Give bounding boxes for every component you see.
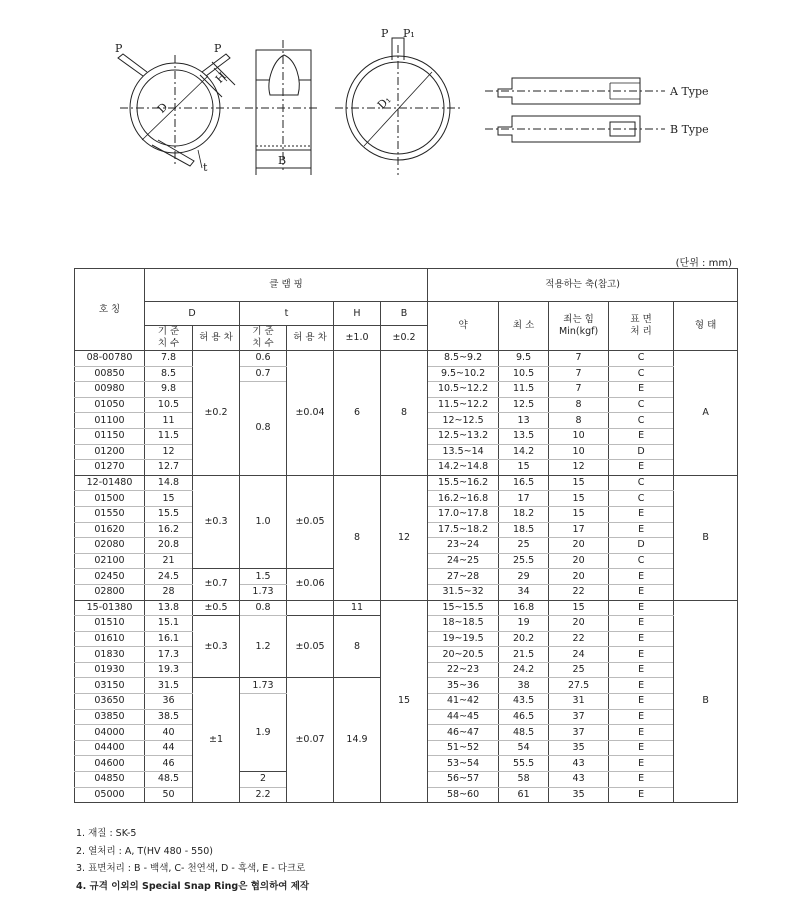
force-cell: 43	[549, 756, 609, 772]
t-tol-cell: ±0.05	[287, 475, 334, 569]
d-cell: 16.1	[145, 631, 193, 647]
d-cell: 14.8	[145, 475, 193, 491]
min-cell: 19	[499, 616, 549, 632]
min-cell: 48.5	[499, 725, 549, 741]
t-tol-cell: ±0.07	[287, 678, 334, 803]
force-cell: 7	[549, 351, 609, 367]
notes	[76, 825, 309, 895]
surface-cell: E	[609, 382, 674, 398]
surface-cell: E	[609, 709, 674, 725]
t-cell: 1.73	[240, 584, 287, 600]
surface-cell: E	[609, 506, 674, 522]
code-cell: 01510	[75, 616, 145, 632]
force-cell: 35	[549, 787, 609, 803]
min-cell: 58	[499, 772, 549, 788]
b-cell: 12	[381, 475, 428, 600]
header-h-tol: ±1.0	[334, 326, 381, 351]
h-cell: 14.9	[334, 678, 381, 803]
h-cell: 11	[334, 600, 381, 616]
t-cell: 0.8	[240, 382, 287, 476]
min-cell: 10.5	[499, 366, 549, 382]
surface-cell: E	[609, 584, 674, 600]
t-tol-cell: ±0.04	[287, 351, 334, 476]
d-cell: 21	[145, 553, 193, 569]
approx-cell: 8.5~9.2	[428, 351, 499, 367]
surface-cell: C	[609, 491, 674, 507]
note-special-order: 4. 규격 이외의 Special Snap Ring은 협의하여 제작	[76, 880, 310, 892]
surface-cell: E	[609, 787, 674, 803]
approx-cell: 27~28	[428, 569, 499, 585]
code-cell: 03150	[75, 678, 145, 694]
approx-cell: 19~19.5	[428, 631, 499, 647]
header-t-tolerance: 허 용 차	[287, 326, 334, 351]
b-cell: 8	[381, 351, 428, 476]
min-cell: 18.5	[499, 522, 549, 538]
h-cell: 6	[334, 351, 381, 476]
min-cell: 54	[499, 740, 549, 756]
header-shaft: 적용하는 축(참고)	[428, 269, 738, 302]
force-cell: 12	[549, 460, 609, 476]
surface-cell: C	[609, 366, 674, 382]
table-row	[75, 600, 738, 616]
header-minimum: 최 소	[499, 302, 549, 351]
t-cell: 2	[240, 772, 287, 788]
d-cell: 12.7	[145, 460, 193, 476]
force-cell: 10	[549, 444, 609, 460]
force-cell: 37	[549, 709, 609, 725]
h-cell: 8	[334, 616, 381, 678]
d-tol-cell: ±1	[193, 678, 240, 803]
d-cell: 44	[145, 740, 193, 756]
surface-cell: E	[609, 569, 674, 585]
t-tol-cell: ±0.05	[287, 616, 334, 678]
code-cell: 01830	[75, 647, 145, 663]
approx-cell: 11.5~12.2	[428, 397, 499, 413]
note-heat-treatment: 2. 열처리 : A, T(HV 480 - 550)	[76, 845, 214, 857]
t-tol-cell	[287, 600, 334, 616]
code-cell: 01270	[75, 460, 145, 476]
d-tol-cell: ±0.5	[193, 600, 240, 616]
min-cell: 11.5	[499, 382, 549, 398]
approx-cell: 16.2~16.8	[428, 491, 499, 507]
spec-table	[74, 268, 738, 803]
approx-cell: 46~47	[428, 725, 499, 741]
header-d-tolerance: 허 용 차	[193, 326, 240, 351]
note-surface-treatment: 3. 표면처리 : B - 백색, C- 천연색, D - 흑색, E - 다크로	[76, 863, 306, 874]
approx-cell: 13.5~14	[428, 444, 499, 460]
d-tol-cell: ±0.3	[193, 616, 240, 678]
surface-cell: C	[609, 413, 674, 429]
code-cell: 00850	[75, 366, 145, 382]
code-cell: 04850	[75, 772, 145, 788]
min-cell: 38	[499, 678, 549, 694]
approx-cell: 10.5~12.2	[428, 382, 499, 398]
header-h: H	[334, 302, 381, 326]
d-tol-cell: ±0.7	[193, 569, 240, 600]
force-cell: 15	[549, 506, 609, 522]
label-p1: P₁	[403, 27, 415, 40]
code-cell: 02080	[75, 538, 145, 554]
min-cell: 16.8	[499, 600, 549, 616]
force-cell: 17	[549, 522, 609, 538]
approx-cell: 15~15.5	[428, 600, 499, 616]
surface-cell: C	[609, 475, 674, 491]
force-cell: 43	[549, 772, 609, 788]
ring-view	[335, 38, 462, 175]
d-cell: 38.5	[145, 709, 193, 725]
header-t-nominal: 기 준 치 수	[240, 326, 287, 351]
approx-cell: 51~52	[428, 740, 499, 756]
approx-cell: 22~23	[428, 662, 499, 678]
t-cell: 0.8	[240, 600, 287, 616]
code-cell: 03650	[75, 694, 145, 710]
force-cell: 24	[549, 647, 609, 663]
label-b-type: B Type	[670, 123, 709, 136]
d-cell: 28	[145, 584, 193, 600]
force-cell: 22	[549, 584, 609, 600]
code-cell: 02800	[75, 584, 145, 600]
approx-cell: 12.5~13.2	[428, 428, 499, 444]
d-cell: 31.5	[145, 678, 193, 694]
approx-cell: 20~20.5	[428, 647, 499, 663]
min-cell: 55.5	[499, 756, 549, 772]
approx-cell: 12~12.5	[428, 413, 499, 429]
d-cell: 15.1	[145, 616, 193, 632]
surface-cell: E	[609, 522, 674, 538]
min-cell: 29	[499, 569, 549, 585]
code-cell: 01620	[75, 522, 145, 538]
note-material: 1. 재질 : SK-5	[76, 828, 137, 839]
approx-cell: 31.5~32	[428, 584, 499, 600]
form-cell: A	[674, 351, 738, 476]
header-force: 죄는 힘 Min(kgf)	[549, 302, 609, 351]
force-cell: 27.5	[549, 678, 609, 694]
force-cell: 15	[549, 475, 609, 491]
min-cell: 25	[499, 538, 549, 554]
min-cell: 16.5	[499, 475, 549, 491]
t-cell: 1.5	[240, 569, 287, 585]
approx-cell: 9.5~10.2	[428, 366, 499, 382]
type-plan-view	[485, 78, 665, 142]
d-cell: 50	[145, 787, 193, 803]
code-cell: 03850	[75, 709, 145, 725]
min-cell: 13.5	[499, 428, 549, 444]
form-cell: B	[674, 475, 738, 600]
surface-cell: E	[609, 678, 674, 694]
header-b-tol: ±0.2	[381, 326, 428, 351]
t-cell: 1.73	[240, 678, 287, 694]
group-12	[75, 475, 738, 600]
force-cell: 7	[549, 366, 609, 382]
code-cell: 05000	[75, 787, 145, 803]
code-cell: 08-00780	[75, 351, 145, 367]
t-cell: 0.6	[240, 351, 287, 367]
surface-cell: C	[609, 351, 674, 367]
header-clamp-pin: 클 램 핑	[145, 269, 428, 302]
header-designation: 호 칭	[75, 269, 145, 351]
d-cell: 46	[145, 756, 193, 772]
d-cell: 16.2	[145, 522, 193, 538]
surface-cell: E	[609, 428, 674, 444]
group-15	[75, 600, 738, 803]
force-cell: 8	[549, 413, 609, 429]
d-cell: 24.5	[145, 569, 193, 585]
approx-cell: 18~18.5	[428, 616, 499, 632]
d-cell: 7.8	[145, 351, 193, 367]
force-cell: 20	[549, 569, 609, 585]
b-cell: 15	[381, 600, 428, 803]
approx-cell: 15.5~16.2	[428, 475, 499, 491]
table-row	[75, 351, 738, 367]
approx-cell: 17.0~17.8	[428, 506, 499, 522]
label-b: B	[278, 154, 287, 167]
approx-cell: 23~24	[428, 538, 499, 554]
d-cell: 40	[145, 725, 193, 741]
code-cell: 01930	[75, 662, 145, 678]
force-cell: 20	[549, 538, 609, 554]
t-cell: 2.2	[240, 787, 287, 803]
surface-cell: C	[609, 397, 674, 413]
approx-cell: 41~42	[428, 694, 499, 710]
clamp-front-view	[118, 54, 240, 168]
label-p: P	[381, 27, 389, 40]
min-cell: 46.5	[499, 709, 549, 725]
code-cell: 12-01480	[75, 475, 145, 491]
d-cell: 8.5	[145, 366, 193, 382]
d-cell: 12	[145, 444, 193, 460]
code-cell: 01150	[75, 428, 145, 444]
header-b: B	[381, 302, 428, 326]
d-tol-cell: ±0.2	[193, 351, 240, 476]
d-cell: 20.8	[145, 538, 193, 554]
code-cell: 01610	[75, 631, 145, 647]
code-cell: 01500	[75, 491, 145, 507]
code-cell: 04400	[75, 740, 145, 756]
d-cell: 11.5	[145, 428, 193, 444]
d-cell: 17.3	[145, 647, 193, 663]
min-cell: 21.5	[499, 647, 549, 663]
surface-cell: E	[609, 631, 674, 647]
t-tol-cell: ±0.06	[287, 569, 334, 600]
label-a-type: A Type	[670, 85, 709, 98]
approx-cell: 53~54	[428, 756, 499, 772]
surface-cell: E	[609, 740, 674, 756]
header-surface: 표 면 처 리	[609, 302, 674, 351]
label-t: t	[203, 161, 208, 174]
surface-cell: D	[609, 444, 674, 460]
header-approx: 약	[428, 302, 499, 351]
header-form: 형 태	[674, 302, 738, 351]
min-cell: 13	[499, 413, 549, 429]
d-cell: 36	[145, 694, 193, 710]
code-cell: 15-01380	[75, 600, 145, 616]
label-d1: D₁	[374, 93, 394, 112]
h-cell: 8	[334, 475, 381, 600]
surface-cell: E	[609, 460, 674, 476]
min-cell: 24.2	[499, 662, 549, 678]
label-p-right: P	[214, 42, 222, 55]
force-cell: 25	[549, 662, 609, 678]
header-t: t	[240, 302, 334, 326]
d-cell: 11	[145, 413, 193, 429]
force-cell: 10	[549, 428, 609, 444]
surface-cell: E	[609, 725, 674, 741]
approx-cell: 35~36	[428, 678, 499, 694]
code-cell: 01200	[75, 444, 145, 460]
force-cell: 15	[549, 600, 609, 616]
t-cell: 1.0	[240, 475, 287, 569]
header-d-nominal: 기 준 치 수	[145, 326, 193, 351]
min-cell: 12.5	[499, 397, 549, 413]
force-cell: 20	[549, 616, 609, 632]
code-cell: 01550	[75, 506, 145, 522]
approx-cell: 58~60	[428, 787, 499, 803]
technical-drawings	[0, 0, 812, 240]
min-cell: 20.2	[499, 631, 549, 647]
approx-cell: 44~45	[428, 709, 499, 725]
d-tol-cell: ±0.3	[193, 475, 240, 569]
d-cell: 9.8	[145, 382, 193, 398]
force-cell: 37	[549, 725, 609, 741]
label-h: H	[212, 69, 229, 86]
t-cell: 1.9	[240, 694, 287, 772]
surface-cell: E	[609, 772, 674, 788]
approx-cell: 17.5~18.2	[428, 522, 499, 538]
d-cell: 15.5	[145, 506, 193, 522]
surface-cell: E	[609, 600, 674, 616]
min-cell: 15	[499, 460, 549, 476]
group-08	[75, 351, 738, 476]
force-cell: 7	[549, 382, 609, 398]
code-cell: 00980	[75, 382, 145, 398]
code-cell: 01100	[75, 413, 145, 429]
min-cell: 25.5	[499, 553, 549, 569]
form-cell: B	[674, 600, 738, 803]
surface-cell: D	[609, 538, 674, 554]
d-cell: 13.8	[145, 600, 193, 616]
d-cell: 19.3	[145, 662, 193, 678]
surface-cell: E	[609, 647, 674, 663]
min-cell: 14.2	[499, 444, 549, 460]
surface-cell: E	[609, 756, 674, 772]
code-cell: 02450	[75, 569, 145, 585]
code-cell: 04600	[75, 756, 145, 772]
unit-label: (단위 : mm)	[675, 258, 732, 269]
force-cell: 8	[549, 397, 609, 413]
surface-cell: E	[609, 616, 674, 632]
surface-cell: C	[609, 553, 674, 569]
force-cell: 31	[549, 694, 609, 710]
d-cell: 15	[145, 491, 193, 507]
approx-cell: 56~57	[428, 772, 499, 788]
surface-cell: E	[609, 662, 674, 678]
d-cell: 10.5	[145, 397, 193, 413]
approx-cell: 24~25	[428, 553, 499, 569]
min-cell: 18.2	[499, 506, 549, 522]
header-d: D	[145, 302, 240, 326]
min-cell: 9.5	[499, 351, 549, 367]
code-cell: 02100	[75, 553, 145, 569]
code-cell: 04000	[75, 725, 145, 741]
approx-cell: 14.2~14.8	[428, 460, 499, 476]
force-cell: 15	[549, 491, 609, 507]
force-cell: 20	[549, 553, 609, 569]
force-cell: 35	[549, 740, 609, 756]
t-cell: 0.7	[240, 366, 287, 382]
label-d: D	[154, 100, 171, 116]
table-row	[75, 475, 738, 491]
code-cell: 01050	[75, 397, 145, 413]
label-p-left: P	[115, 42, 123, 55]
min-cell: 43.5	[499, 694, 549, 710]
d-cell: 48.5	[145, 772, 193, 788]
min-cell: 17	[499, 491, 549, 507]
min-cell: 61	[499, 787, 549, 803]
min-cell: 34	[499, 584, 549, 600]
t-cell: 1.2	[240, 616, 287, 678]
surface-cell: E	[609, 694, 674, 710]
force-cell: 22	[549, 631, 609, 647]
